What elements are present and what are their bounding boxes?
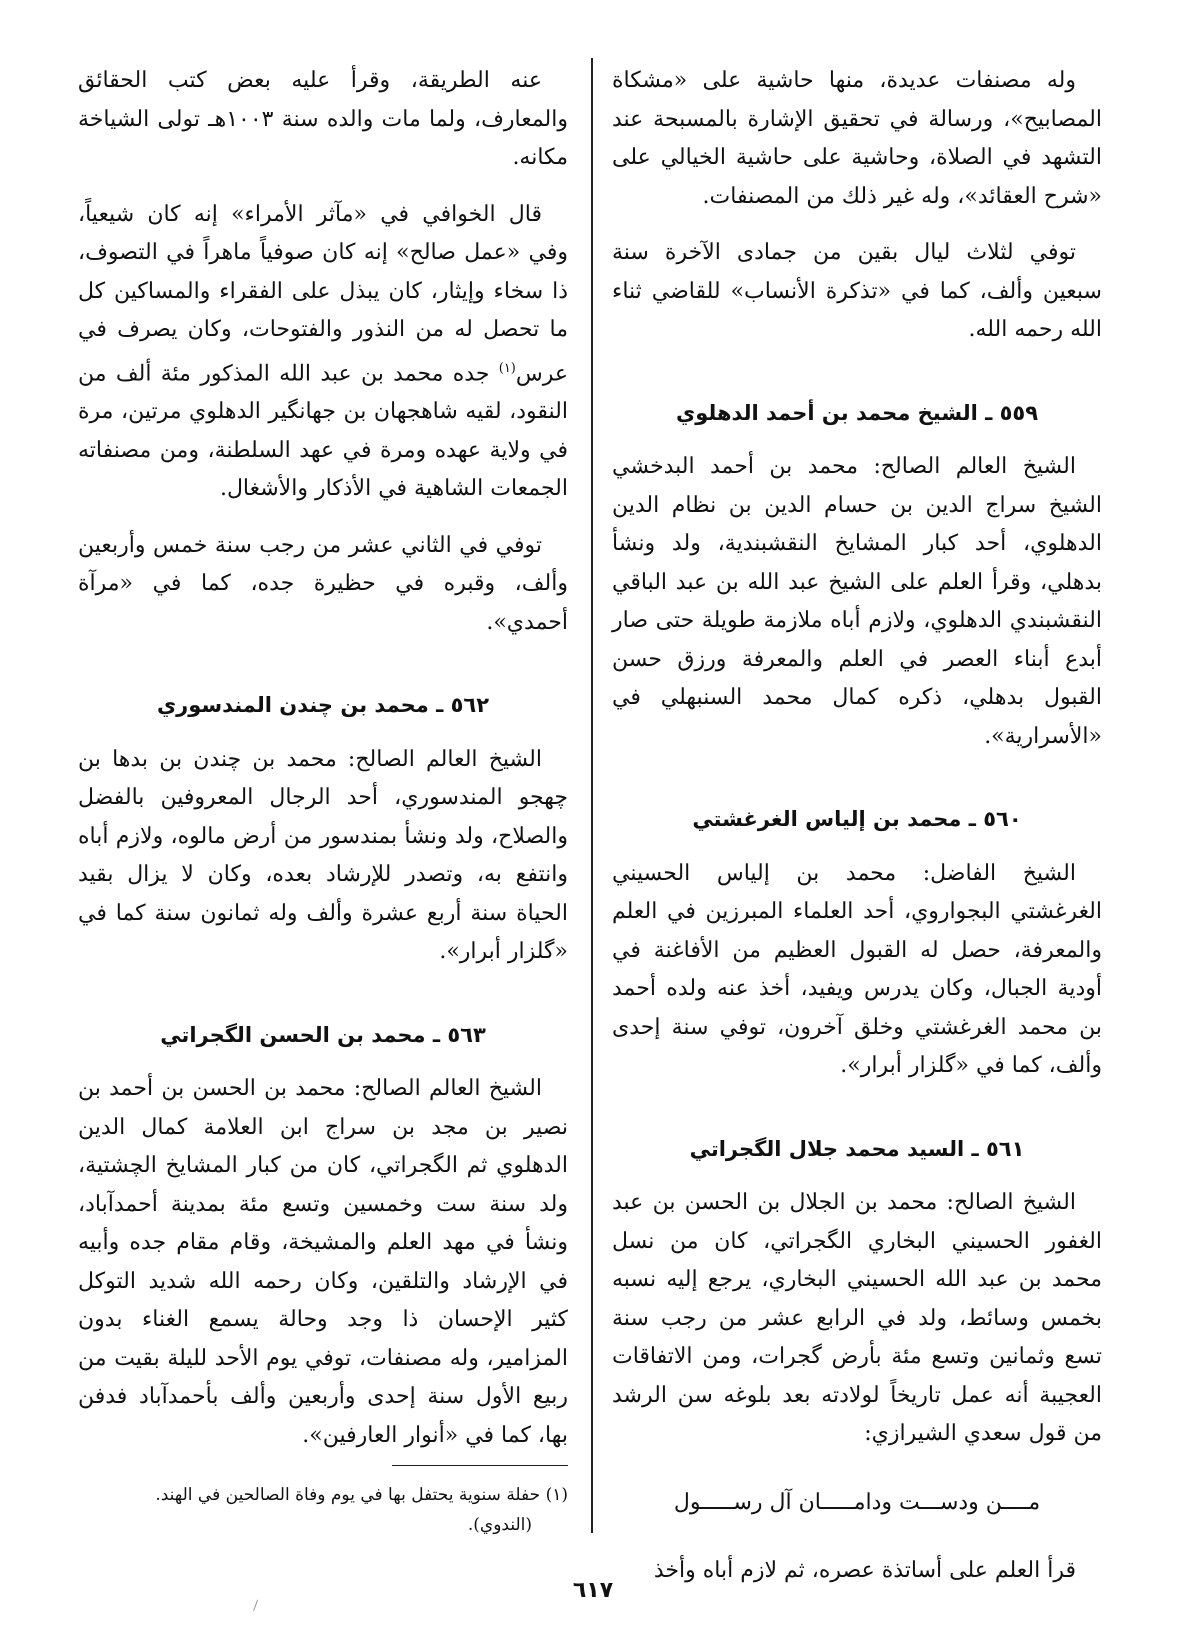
footnote bbox=[78, 1480, 568, 1540]
footnote-line bbox=[78, 1480, 568, 1510]
entry-body: الشيخ العالم الصالح: محمد بن أحمد البدخشي الشيخ سراج الدين بن حسام الدين بن نظام الدين الدهلوي، أحد كبار المشايخ النقشبندية، ولد ونشأ بدهلي، وقرأ العلم على الشيخ عبد الله بن عبد الباقي النقشبندي الدهلوي، ولازم أباه ملازمة طويلة حتى صار أبدع أبناء العصر في العلم والمعرفة ورزق حسن القبول بدهلي، ذكره كمال محمد السنبهلي في «الأسرارية». bbox=[612, 454, 1102, 749]
footnote-marker: (١) bbox=[545, 1485, 568, 1505]
paragraph: قرأ العلم على أساتذة عصره، ثم لازم أباه وأخذ bbox=[653, 1558, 1076, 1583]
entry-body: الشيخ العالم الصالح: محمد بن چندن بن بدها بن چهجو المندسوري، أحد الرجال المعروفين بالفضل والصلاح، ولد ونشأ بمندسور من أرض مالوه، ولازم أباه وانتفع به، وتصدر للإرشاد بعده، وكان لا يزال بقيد الحياة سنة أربع عشرة وألف وله ثمانون سنة كما في «گلزار أبرار». bbox=[78, 746, 568, 965]
entry-heading: ٥٦٣ ـ محمد بن الحسن الگجراتي bbox=[160, 1022, 486, 1047]
paragraph: عنه الطريقة، وقرأ عليه بعض كتب الحقائق والمعارف، ولما مات والده سنة ١٠٠٣هـ تولى الشياخة مكانه. bbox=[78, 68, 568, 170]
column-divider bbox=[591, 58, 593, 1533]
paragraph: توفي في الثاني عشر من رجب سنة خمس وأربعين وألف، وقبره في حظيرة جده، كما في «مرآة أحمدي». bbox=[78, 532, 568, 635]
entry-heading: ٥٦١ ـ السيد محمد جلال الگجراتي bbox=[689, 1136, 1025, 1161]
paragraph: وله مصنفات عديدة، منها حاشية على «مشكاة المصابيح»، ورسالة في تحقيق الإشارة بالمسبحة عند التشهد في الصلاة، وحاشية على حاشية الخيالي على «شرح العقائد»، وله غير ذلك من المصنفات. bbox=[612, 68, 1102, 209]
footnote-attribution: (الندوي). bbox=[467, 1515, 532, 1535]
paragraph: توفي لثلاث ليال بقين من جمادى الآخرة سنة سبعين وألف، كما في «تذكرة الأنساب» للقاضي ثناء الله رحمه الله. bbox=[612, 240, 1102, 342]
footnote-separator bbox=[392, 1465, 568, 1466]
entry-heading: ٥٦٠ ـ محمد بن إلياس الغرغشتي bbox=[692, 807, 1022, 831]
paragraph-text: قال الخوافي في «مآثر الأمراء» إنه كان شيعياً، وفي «عمل صالح» إنه كان صوفياً ماهراً في التصوف، ذا سخاء وإيثار، كان يبذل على الفقراء والمساكين كل ما تحصل له من النذور والفتوحات، وكان يصرف في عرس bbox=[78, 201, 568, 386]
right-column bbox=[612, 62, 1102, 1609]
footnote-text: حفلة سنوية يحتفل بها في يوم وفاة الصالحين في الهند. bbox=[155, 1485, 541, 1505]
paragraph-text: جده محمد بن عبد الله المذكور مئة ألف من النقود، لقيه شاهجهان بن جهانگير الدهلوي مرتين، مرة في ولاية عهده ومرة في عهد السلطنة، ومن مصنفاته الجمعات الشاهية في الأذكار والأشغال. bbox=[78, 360, 568, 502]
entry-body: الشيخ الصالح: محمد بن الجلال بن الحسن بن عبد الغفور الحسيني البخاري الگجراتي، كان من نسل محمد بن عبد الله الحسيني البخاري، يرجع إليه نسبه بخمس وسائط، ولد في الرابع عشر من رجب سنة تسع وثمانين وتسع مئة بأرض گجرات، ومن الاتفاقات العجيبة أنه عمل تاريخاً لولادته بعد بلوغه سن الرشد من قول سعدي الشيرازي: bbox=[612, 1190, 1102, 1446]
poetry-verse: مــــن ودســـت ودامـــــان آل رســـــول bbox=[673, 1489, 1041, 1515]
paragraph bbox=[78, 196, 568, 509]
entry-body: الشيخ الفاضل: محمد بن إلياس الحسيني الغرغشتي البجواروي، أحد العلماء المبرزين في العلم والمعرفة، حصل له القبول العظيم من الأفاغنة في أودية الجبال، وكان يدرس ويفيد، أخذ عنه ولده أحمد بن محمد الغرغشتي وخلق آخرون، توفي سنة إحدى وألف، كما في «گلزار أبرار». bbox=[612, 860, 1102, 1078]
footnote-reference[interactable]: (١) bbox=[498, 360, 516, 376]
scan-mark bbox=[253, 1600, 262, 1613]
page-number: ٦١٧ bbox=[572, 1578, 614, 1603]
left-column bbox=[78, 62, 568, 1473]
entry-body: الشيخ العالم الصالح: محمد بن الحسن بن أحمد بن نصير بن مجد بن سراج ابن العلامة كمال الدين الدهلوي ثم الگجراتي، كان من كبار المشايخ الچشتية، ولد سنة ست وخمسين وتسع مئة بمدينة أحمدآباد، ونشأ في مهد العلم والمشيخة، وقام مقام جده وأبيه في الإرشاد والتلقين، وكان رحمه الله شديد التوكل كثير الإحسان ذا وجد وحالة يسمع الغناء بدون المزامير، وله مصنفات، توفي يوم الأحد لليلة بقيت من ربيع الأول سنة إحدى وأربعين وألف بأحمدآباد فدفن بها، كما في «أنوار العارفين». bbox=[78, 1076, 568, 1448]
entry-heading: ٥٦٢ ـ محمد بن چندن المندسوري bbox=[156, 693, 490, 718]
entry-heading: ٥٥٩ ـ الشيخ محمد بن أحمد الدهلوي bbox=[675, 400, 1039, 425]
